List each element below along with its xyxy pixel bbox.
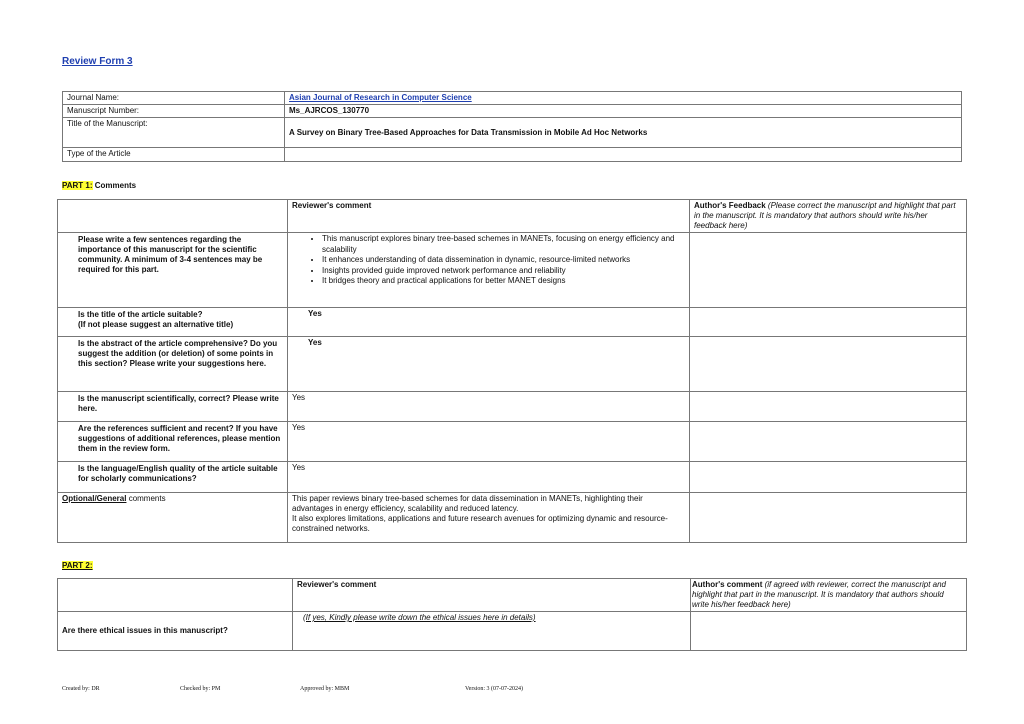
table-row	[58, 612, 967, 651]
author-feedback-cell[interactable]	[690, 392, 967, 422]
optional-comments-row	[58, 493, 967, 543]
author-header-title: Author's comment	[692, 580, 763, 589]
optional-label-suffix: comments	[126, 494, 166, 503]
part1-heading	[62, 181, 136, 190]
table-row	[58, 422, 967, 462]
author-feedback-cell[interactable]	[690, 308, 967, 337]
label: Journal Name:	[63, 92, 285, 105]
table-row	[58, 337, 967, 392]
reviewer-comment[interactable]: Yes	[288, 422, 690, 462]
optional-text: This paper reviews binary tree-based schemes for data dissemination in MANETs, highlighting their advantages in energy efficiency, scalability and reduced latency.	[292, 494, 643, 513]
bullet: • It bridges theory and practical applications for better MANET designs	[322, 276, 685, 287]
footer-created: Created by: DR	[62, 686, 100, 692]
part1-label: PART 1:	[62, 181, 93, 190]
question: Is the manuscript scientifically, correct? Please write here.	[58, 392, 288, 422]
table-row	[58, 308, 967, 337]
optional-label	[58, 493, 288, 543]
info-row-type	[63, 148, 962, 162]
label: Manuscript Number:	[63, 105, 285, 118]
optional-comments[interactable]	[288, 493, 690, 543]
reviewer-comment[interactable]: Yes	[288, 392, 690, 422]
question: Is the language/English quality of the article suitable for scholarly communications?	[58, 462, 288, 493]
author-feedback-cell[interactable]	[690, 493, 967, 543]
question: Are the references sufficient and recent? If you have suggestions of additional references, please mention them in the review form.	[58, 422, 288, 462]
author-feedback-header	[690, 200, 967, 233]
footer-approved: Approved by: MBM	[300, 686, 350, 692]
author-feedback-cell[interactable]	[690, 233, 967, 308]
manuscript-number: Ms_AJRCOS_130770	[285, 105, 962, 118]
reviewer-comment[interactable]: Yes	[288, 308, 690, 337]
reviewer-comment[interactable]: Yes	[288, 462, 690, 493]
author-comment-header	[691, 579, 967, 612]
optional-label-bold: Optional/General	[62, 494, 127, 503]
reviewer-comment[interactable]	[288, 233, 690, 308]
journal-link[interactable]: Asian Journal of Research in Computer Science	[289, 93, 472, 102]
reviewer-comment[interactable]: Yes	[288, 337, 690, 392]
reviewer-comment-header: Reviewer's comment	[288, 200, 690, 233]
part2-label: PART 2:	[62, 561, 93, 570]
question: Is the title of the article suitable? (If not please suggest an alternative title)	[58, 308, 288, 337]
question: Are there ethical issues in this manuscript?	[58, 612, 293, 651]
author-feedback-cell[interactable]	[690, 462, 967, 493]
table-row	[58, 233, 967, 308]
manuscript-title: A Survey on Binary Tree-Based Approaches for Data Transmission in Mobile Ad Hoc Networks	[285, 118, 962, 148]
optional-text: It also explores limitations, applications and future research avenues for optimizing dynamic and resource-constrained networks.	[292, 514, 668, 533]
info-row-number	[63, 105, 962, 118]
author-header-note: (if agreed with reviewer, correct the manuscript and highlight that part in the manuscript. It is mandatory that authors should write his/her feedback here)	[692, 580, 946, 609]
label: Type of the Article	[63, 148, 285, 162]
footer-checked: Checked by: PM	[180, 686, 221, 692]
manuscript-info-table	[62, 91, 962, 162]
article-type[interactable]	[285, 148, 962, 162]
reviewer-comment-header: Reviewer's comment	[293, 579, 691, 612]
info-row-title	[63, 118, 962, 148]
author-comment-cell[interactable]	[691, 612, 967, 651]
question: Please write a few sentences regarding the importance of this manuscript for the scientific community. A minimum of 3-4 sentences may be required for this part.	[58, 233, 288, 308]
author-feedback-cell[interactable]	[690, 422, 967, 462]
label: Title of the Manuscript:	[63, 118, 285, 148]
table-row	[58, 392, 967, 422]
author-feedback-cell[interactable]	[690, 337, 967, 392]
author-header-title: Author's Feedback	[694, 201, 766, 210]
footer-version: Version: 3 (07-07-2024)	[465, 686, 523, 692]
table-row	[58, 462, 967, 493]
form-title[interactable]: Review Form 3	[62, 56, 133, 67]
reviewer-comment[interactable]: (If yes, Kindly please write down the ethical issues here in details)	[293, 612, 691, 651]
info-row-journal	[63, 92, 962, 105]
part1-table	[57, 199, 967, 543]
author-header-note: (Please correct the manuscript and highlight that part in the manuscript. It is mandatory that authors should write his/her feedback here)	[694, 201, 956, 230]
bullet: • It enhances understanding of data dissemination in dynamic, resource-limited networks	[322, 255, 685, 266]
part2-table	[57, 578, 967, 651]
bullet: • Insights provided guide improved network performance and reliability	[322, 266, 685, 277]
part1-suffix: Comments	[92, 181, 137, 190]
question: Is the abstract of the article comprehensive? Do you suggest the addition (or deletion) of some points in this section? Please write your suggestions here.	[58, 337, 288, 392]
bullet: • This manuscript explores binary tree-based schemes in MANETs, focusing on energy efficiency and scalability	[322, 234, 685, 255]
